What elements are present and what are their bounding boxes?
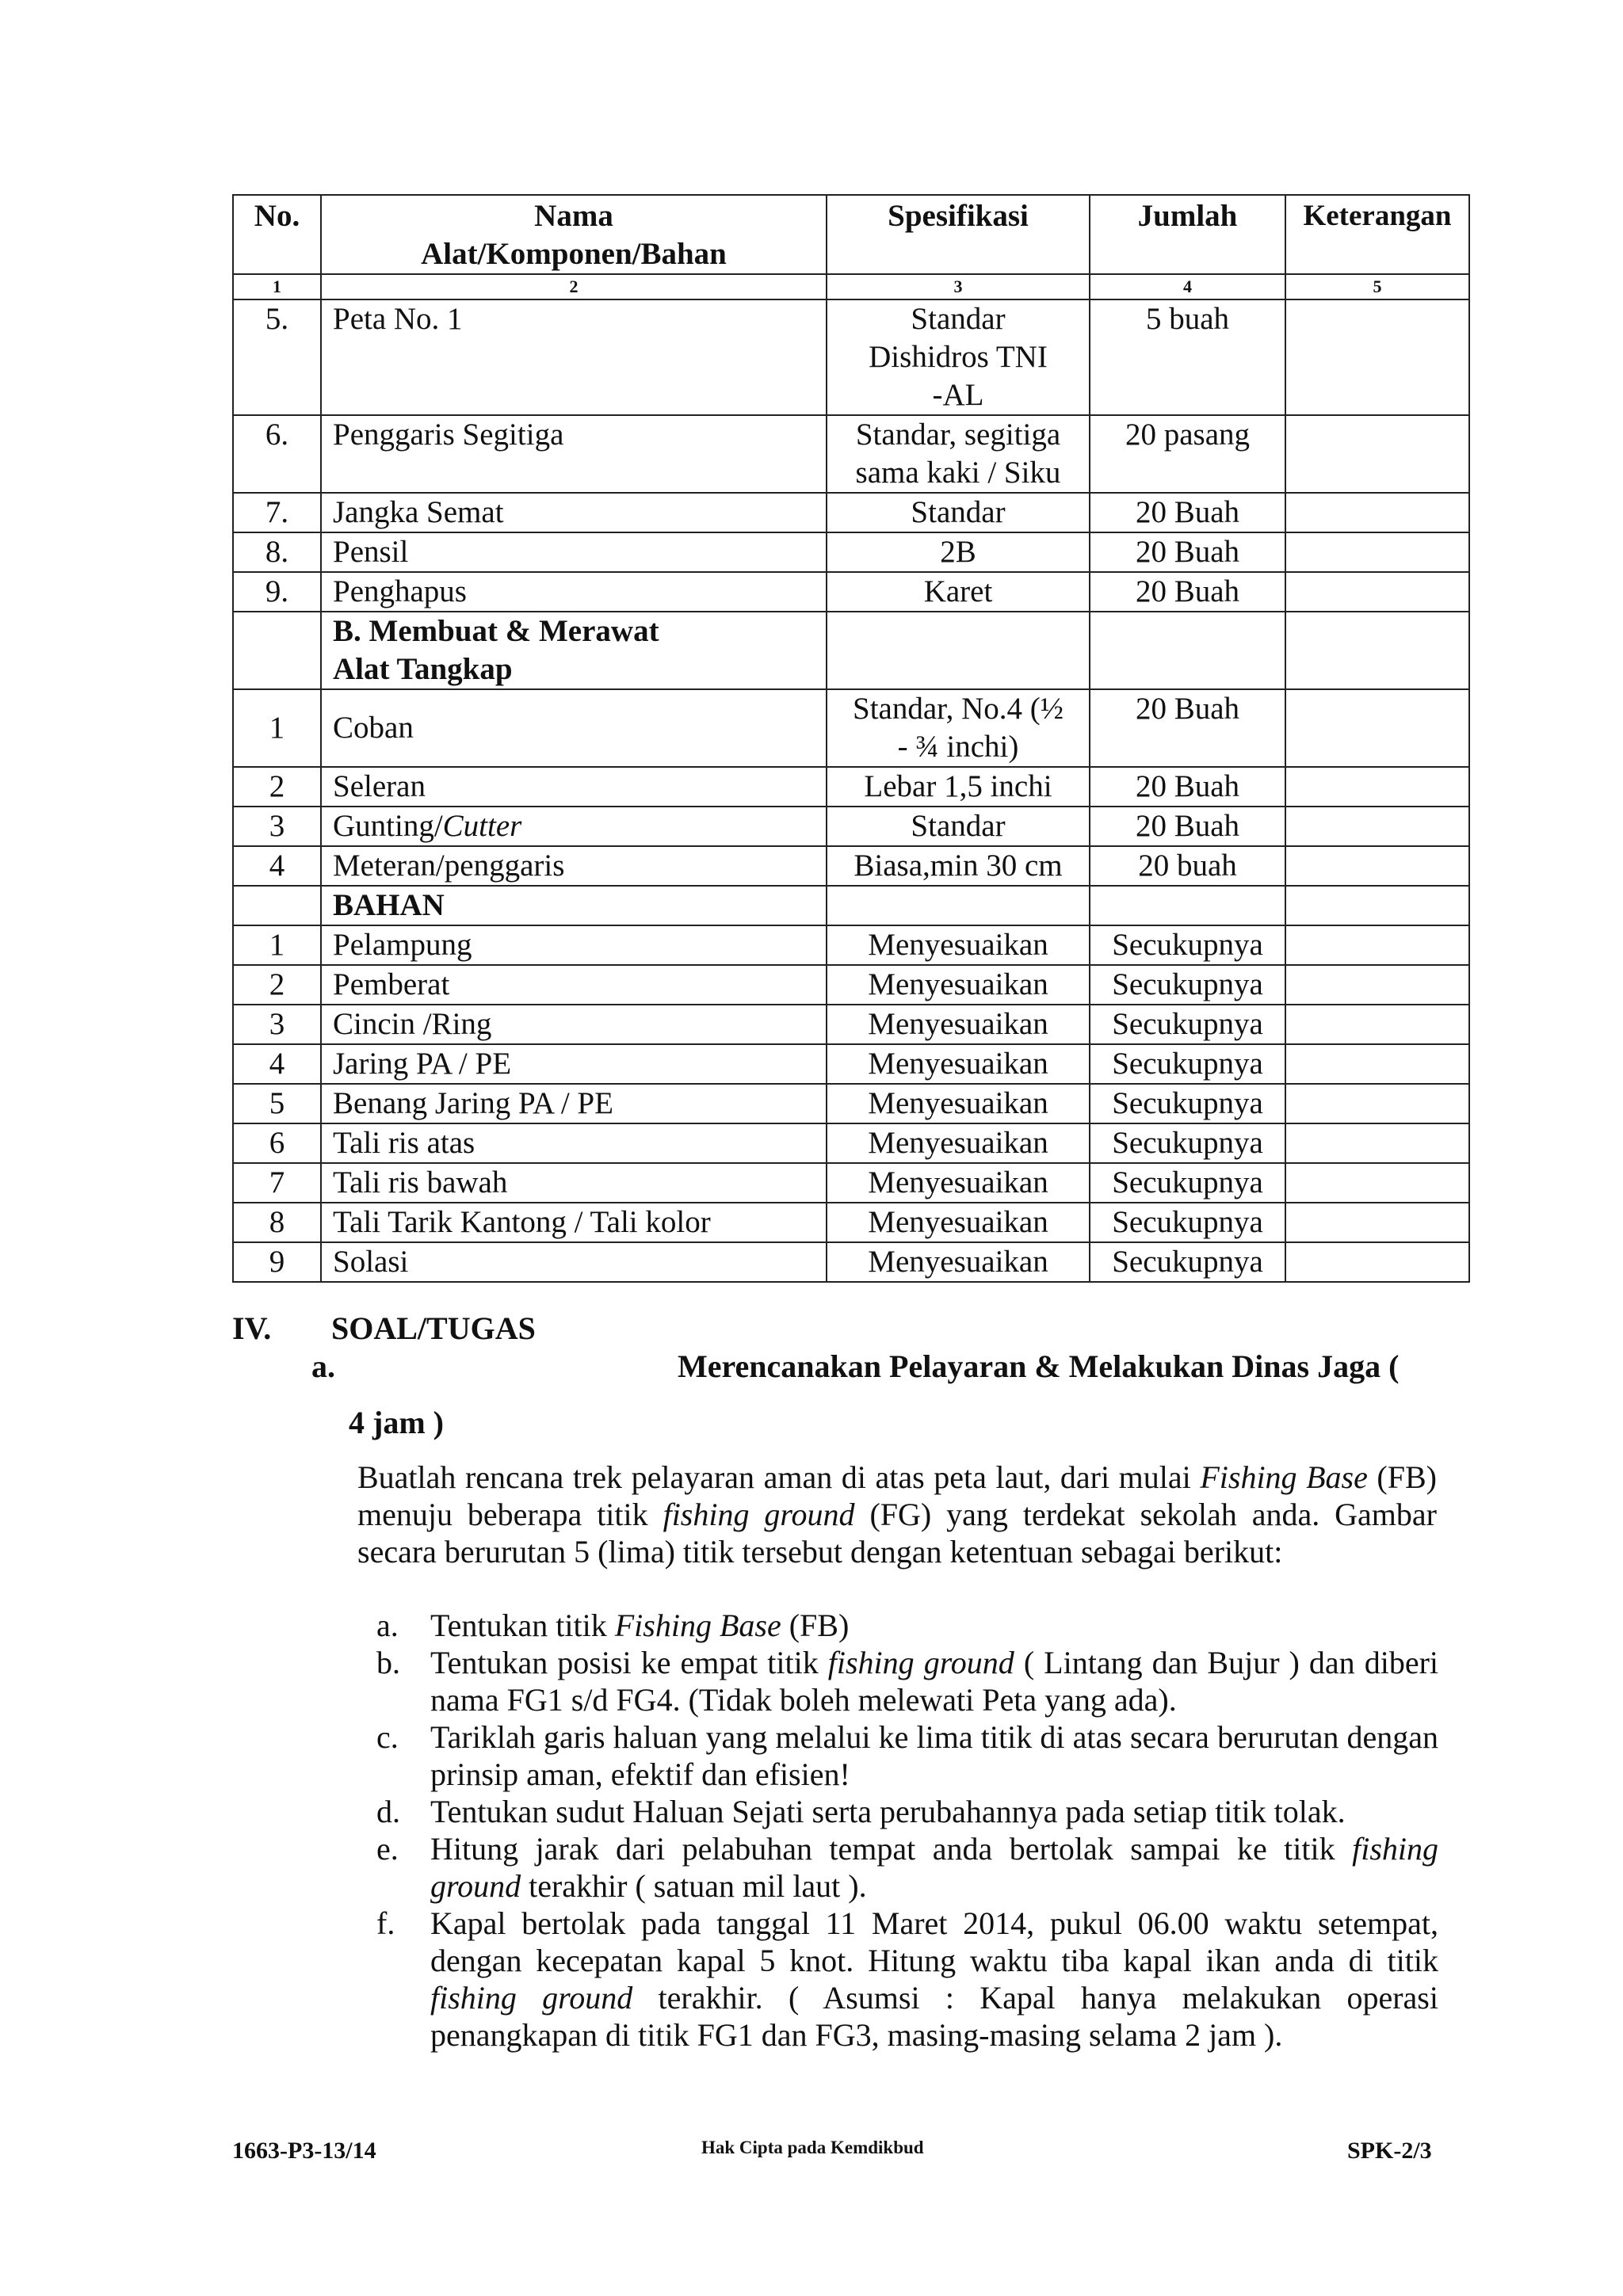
section-number: IV. (232, 1310, 272, 1346)
item-qty-cell: 20 Buah (1090, 689, 1285, 767)
italic-term: fishing ground (663, 1497, 855, 1532)
subsection-title-line2: 4 jam ) (349, 1405, 444, 1440)
item-qty-cell: Secukupnya (1090, 965, 1285, 1005)
task-intro-paragraph (357, 1459, 1437, 1570)
table-row (233, 572, 1469, 612)
row-number-cell: 9 (233, 1242, 321, 1282)
item-qty-cell: 20 Buah (1090, 767, 1285, 807)
text-run: (FB) menuju beberapa titik (357, 1459, 1437, 1532)
header-note: Keterangan (1285, 195, 1469, 274)
item-qty-cell: Secukupnya (1090, 1123, 1285, 1163)
item-qty-cell: 20 Buah (1090, 572, 1285, 612)
item-spec-cell: Menyesuaikan (827, 1084, 1090, 1123)
row-number-cell: 7 (233, 1163, 321, 1203)
row-number-cell: 5. (233, 299, 321, 415)
text-run: ( Lintang dan Bujur ) dan diberi nama FG1 s/d FG4. (Tidak boleh melewati Peta yang ada). (430, 1645, 1439, 1718)
footer-copyright: Hak Cipta pada Kemdikbud (701, 2138, 924, 2157)
task-item-text (430, 1718, 1438, 1793)
text-run: Tentukan posisi ke empat titik (430, 1645, 828, 1680)
task-list-item (376, 1607, 1438, 1644)
index-cell: 3 (827, 274, 1090, 299)
task-item-label: b. (376, 1645, 400, 1680)
italic-term: fishing ground (430, 1980, 633, 2016)
item-qty-cell: 20 Buah (1090, 532, 1285, 572)
item-qty-cell: 20 pasang (1090, 415, 1285, 493)
item-spec-cell: 2B (827, 532, 1090, 572)
row-number-cell: 5 (233, 1084, 321, 1123)
item-name-cell: Tali Tarik Kantong / Tali kolor (321, 1203, 827, 1242)
header-name: Nama Alat/Komponen/Bahan (321, 195, 827, 274)
task-list-item (376, 1905, 1438, 2054)
item-spec-cell: Karet (827, 572, 1090, 612)
table-row (233, 846, 1469, 886)
item-note-cell (1285, 965, 1469, 1005)
footer-code: 1663-P3-13/14 (232, 2138, 376, 2164)
task-list-item (376, 1793, 1438, 1830)
row-number-cell: 1 (233, 925, 321, 965)
task-item-text (430, 1607, 1438, 1644)
item-name-cell: B. Membuat & Merawat Alat Tangkap (321, 612, 827, 689)
item-spec-cell: Standar Dishidros TNI -AL (827, 299, 1090, 415)
item-qty-cell: Secukupnya (1090, 925, 1285, 965)
row-number-cell: 1 (233, 689, 321, 767)
item-spec-cell: Menyesuaikan (827, 1123, 1090, 1163)
item-spec-cell: Biasa,min 30 cm (827, 846, 1090, 886)
footer-page: SPK-2/3 (1347, 2138, 1432, 2164)
item-name-cell: Tali ris bawah (321, 1163, 827, 1203)
item-spec-cell: Standar (827, 807, 1090, 846)
item-name-italic: Cutter (442, 809, 522, 843)
item-spec-cell: Menyesuaikan (827, 1044, 1090, 1084)
table-row (233, 415, 1469, 493)
item-note-cell (1285, 415, 1469, 493)
row-number-cell: 6. (233, 415, 321, 493)
row-number-cell: 4 (233, 1044, 321, 1084)
item-spec-cell (827, 612, 1090, 689)
item-name-cell: Gunting/Cutter (321, 807, 827, 846)
item-note-cell (1285, 1005, 1469, 1044)
item-name-cell: Peta No. 1 (321, 299, 827, 415)
table-row (233, 807, 1469, 846)
subsection-title-line1: Merencanakan Pelayaran & Melakukan Dinas Jaga ( (678, 1348, 1400, 1384)
row-number-cell: 3 (233, 807, 321, 846)
table-row (233, 1084, 1469, 1123)
item-name-cell: Penggaris Segitiga (321, 415, 827, 493)
item-note-cell (1285, 493, 1469, 532)
index-cell: 5 (1285, 274, 1469, 299)
item-note-cell (1285, 925, 1469, 965)
item-note-cell (1285, 807, 1469, 846)
item-spec-cell: Menyesuaikan (827, 925, 1090, 965)
item-note-cell (1285, 612, 1469, 689)
italic-term: Fishing Base (1200, 1459, 1368, 1495)
item-name-cell: Meteran/penggaris (321, 846, 827, 886)
italic-term: fishing ground (430, 1831, 1438, 1904)
index-cell: 4 (1090, 274, 1285, 299)
item-name-cell: Coban (321, 689, 827, 767)
text-run: Hitung jarak dari pelabuhan tempat anda bertolak sampai ke titik (430, 1831, 1353, 1867)
header-spec: Spesifikasi (827, 195, 1090, 274)
item-spec-cell: Lebar 1,5 inchi (827, 767, 1090, 807)
item-note-cell (1285, 572, 1469, 612)
text-run: Tentukan sudut Haluan Sejati serta perubahannya pada setiap titik tolak. (430, 1794, 1346, 1829)
index-cell: 2 (321, 274, 827, 299)
task-list (376, 1607, 1438, 2054)
table-row (233, 965, 1469, 1005)
item-name-cell: Jaring PA / PE (321, 1044, 827, 1084)
table-body (233, 299, 1469, 1282)
table-row (233, 299, 1469, 415)
equipment-table (232, 194, 1470, 1283)
row-number-cell: 7. (233, 493, 321, 532)
row-number-cell (233, 886, 321, 925)
header-no: No. (233, 195, 321, 274)
task-list-item (376, 1644, 1438, 1718)
task-item-label: d. (376, 1794, 400, 1829)
item-qty-cell: 20 buah (1090, 846, 1285, 886)
row-number-cell: 2 (233, 965, 321, 1005)
italic-term: Fishing Base (614, 1608, 781, 1643)
item-qty-cell: Secukupnya (1090, 1163, 1285, 1203)
item-name-cell: Cincin /Ring (321, 1005, 827, 1044)
table-header-row (233, 195, 1469, 274)
item-name-cell: Penghapus (321, 572, 827, 612)
item-qty-cell: Secukupnya (1090, 1242, 1285, 1282)
item-name-cell: BAHAN (321, 886, 827, 925)
item-note-cell (1285, 1044, 1469, 1084)
header-qty: Jumlah (1090, 195, 1285, 274)
item-spec-cell: Standar, No.4 (½ - ¾ inchi) (827, 689, 1090, 767)
text-run: Buatlah rencana trek pelayaran aman di atas peta laut, dari mulai (357, 1459, 1201, 1495)
task-list-item (376, 1830, 1438, 1905)
item-spec-cell: Standar (827, 493, 1090, 532)
table-row (233, 1123, 1469, 1163)
table-row (233, 1242, 1469, 1282)
text-run: (FG) yang terdekat sekolah anda. Gambar secara berurutan 5 (lima) titik tersebut dengan ketentuan sebagai berikut: (357, 1497, 1437, 1569)
item-qty-cell: Secukupnya (1090, 1203, 1285, 1242)
item-qty-cell: Secukupnya (1090, 1005, 1285, 1044)
item-qty-cell: Secukupnya (1090, 1044, 1285, 1084)
table-row (233, 1044, 1469, 1084)
table-row (233, 1203, 1469, 1242)
row-number-cell: 4 (233, 846, 321, 886)
table-row (233, 1005, 1469, 1044)
item-note-cell (1285, 886, 1469, 925)
item-note-cell (1285, 1242, 1469, 1282)
row-number-cell: 8 (233, 1203, 321, 1242)
table-row (233, 1163, 1469, 1203)
item-name-cell: Pelampung (321, 925, 827, 965)
item-name-cell: Pemberat (321, 965, 827, 1005)
item-name-cell: Seleran (321, 767, 827, 807)
item-name-cell: Solasi (321, 1242, 827, 1282)
item-qty-cell (1090, 612, 1285, 689)
subsection-label: a. (311, 1348, 335, 1384)
item-name-cell: Pensil (321, 532, 827, 572)
text-run: Tariklah garis haluan yang melalui ke lima titik di atas secara berurutan dengan prinsip aman, efektif dan efisien! (430, 1719, 1438, 1792)
row-number-cell: 9. (233, 572, 321, 612)
section-title: SOAL/TUGAS (331, 1310, 536, 1346)
column-index-row (233, 274, 1469, 299)
item-name-cell: Jangka Semat (321, 493, 827, 532)
task-item-text (430, 1830, 1438, 1905)
text-run: Tentukan titik (430, 1608, 615, 1643)
item-spec-cell: Menyesuaikan (827, 965, 1090, 1005)
italic-term: fishing ground (827, 1645, 1014, 1680)
item-spec-cell (827, 886, 1090, 925)
item-name-cell: Tali ris atas (321, 1123, 827, 1163)
table-row (233, 886, 1469, 925)
task-item-label: c. (376, 1719, 399, 1755)
table-row (233, 689, 1469, 767)
item-note-cell (1285, 1123, 1469, 1163)
table-row (233, 767, 1469, 807)
item-spec-cell: Menyesuaikan (827, 1242, 1090, 1282)
item-spec-cell: Standar, segitiga sama kaki / Siku (827, 415, 1090, 493)
item-spec-cell: Menyesuaikan (827, 1203, 1090, 1242)
table-row (233, 925, 1469, 965)
table-row (233, 532, 1469, 572)
text-run: (FB) (781, 1608, 850, 1643)
index-cell: 1 (233, 274, 321, 299)
item-note-cell (1285, 532, 1469, 572)
task-item-text (430, 1905, 1438, 2054)
task-item-label: a. (376, 1608, 399, 1643)
item-note-cell (1285, 767, 1469, 807)
item-note-cell (1285, 1203, 1469, 1242)
item-qty-cell (1090, 886, 1285, 925)
row-number-cell: 8. (233, 532, 321, 572)
text-run: terakhir ( satuan mil laut ). (521, 1868, 867, 1904)
task-item-text (430, 1793, 1438, 1830)
item-qty-cell: Secukupnya (1090, 1084, 1285, 1123)
row-number-cell: 3 (233, 1005, 321, 1044)
table-row (233, 612, 1469, 689)
task-item-text (430, 1644, 1438, 1718)
row-number-cell (233, 612, 321, 689)
row-number-cell: 2 (233, 767, 321, 807)
item-name-cell: Benang Jaring PA / PE (321, 1084, 827, 1123)
text-run: terakhir. ( Asumsi : Kapal hanya melakukan operasi penangkapan di titik FG1 dan FG3, masing-masing selama 2 jam ). (430, 1980, 1438, 2053)
task-item-label: f. (376, 1905, 395, 1941)
item-note-cell (1285, 689, 1469, 767)
item-note-cell (1285, 1084, 1469, 1123)
item-spec-cell: Menyesuaikan (827, 1163, 1090, 1203)
item-note-cell (1285, 1163, 1469, 1203)
task-list-item (376, 1718, 1438, 1793)
table-row (233, 493, 1469, 532)
item-qty-cell: 5 buah (1090, 299, 1285, 415)
text-run: Kapal bertolak pada tanggal 11 Maret 2014, pukul 06.00 waktu setempat, dengan kecepatan kapal 5 knot. Hitung waktu tiba kapal ikan anda di titik (430, 1905, 1438, 1978)
item-note-cell (1285, 846, 1469, 886)
item-qty-cell: 20 Buah (1090, 807, 1285, 846)
item-qty-cell: 20 Buah (1090, 493, 1285, 532)
row-number-cell: 6 (233, 1123, 321, 1163)
item-note-cell (1285, 299, 1469, 415)
task-item-label: e. (376, 1831, 399, 1867)
item-spec-cell: Menyesuaikan (827, 1005, 1090, 1044)
